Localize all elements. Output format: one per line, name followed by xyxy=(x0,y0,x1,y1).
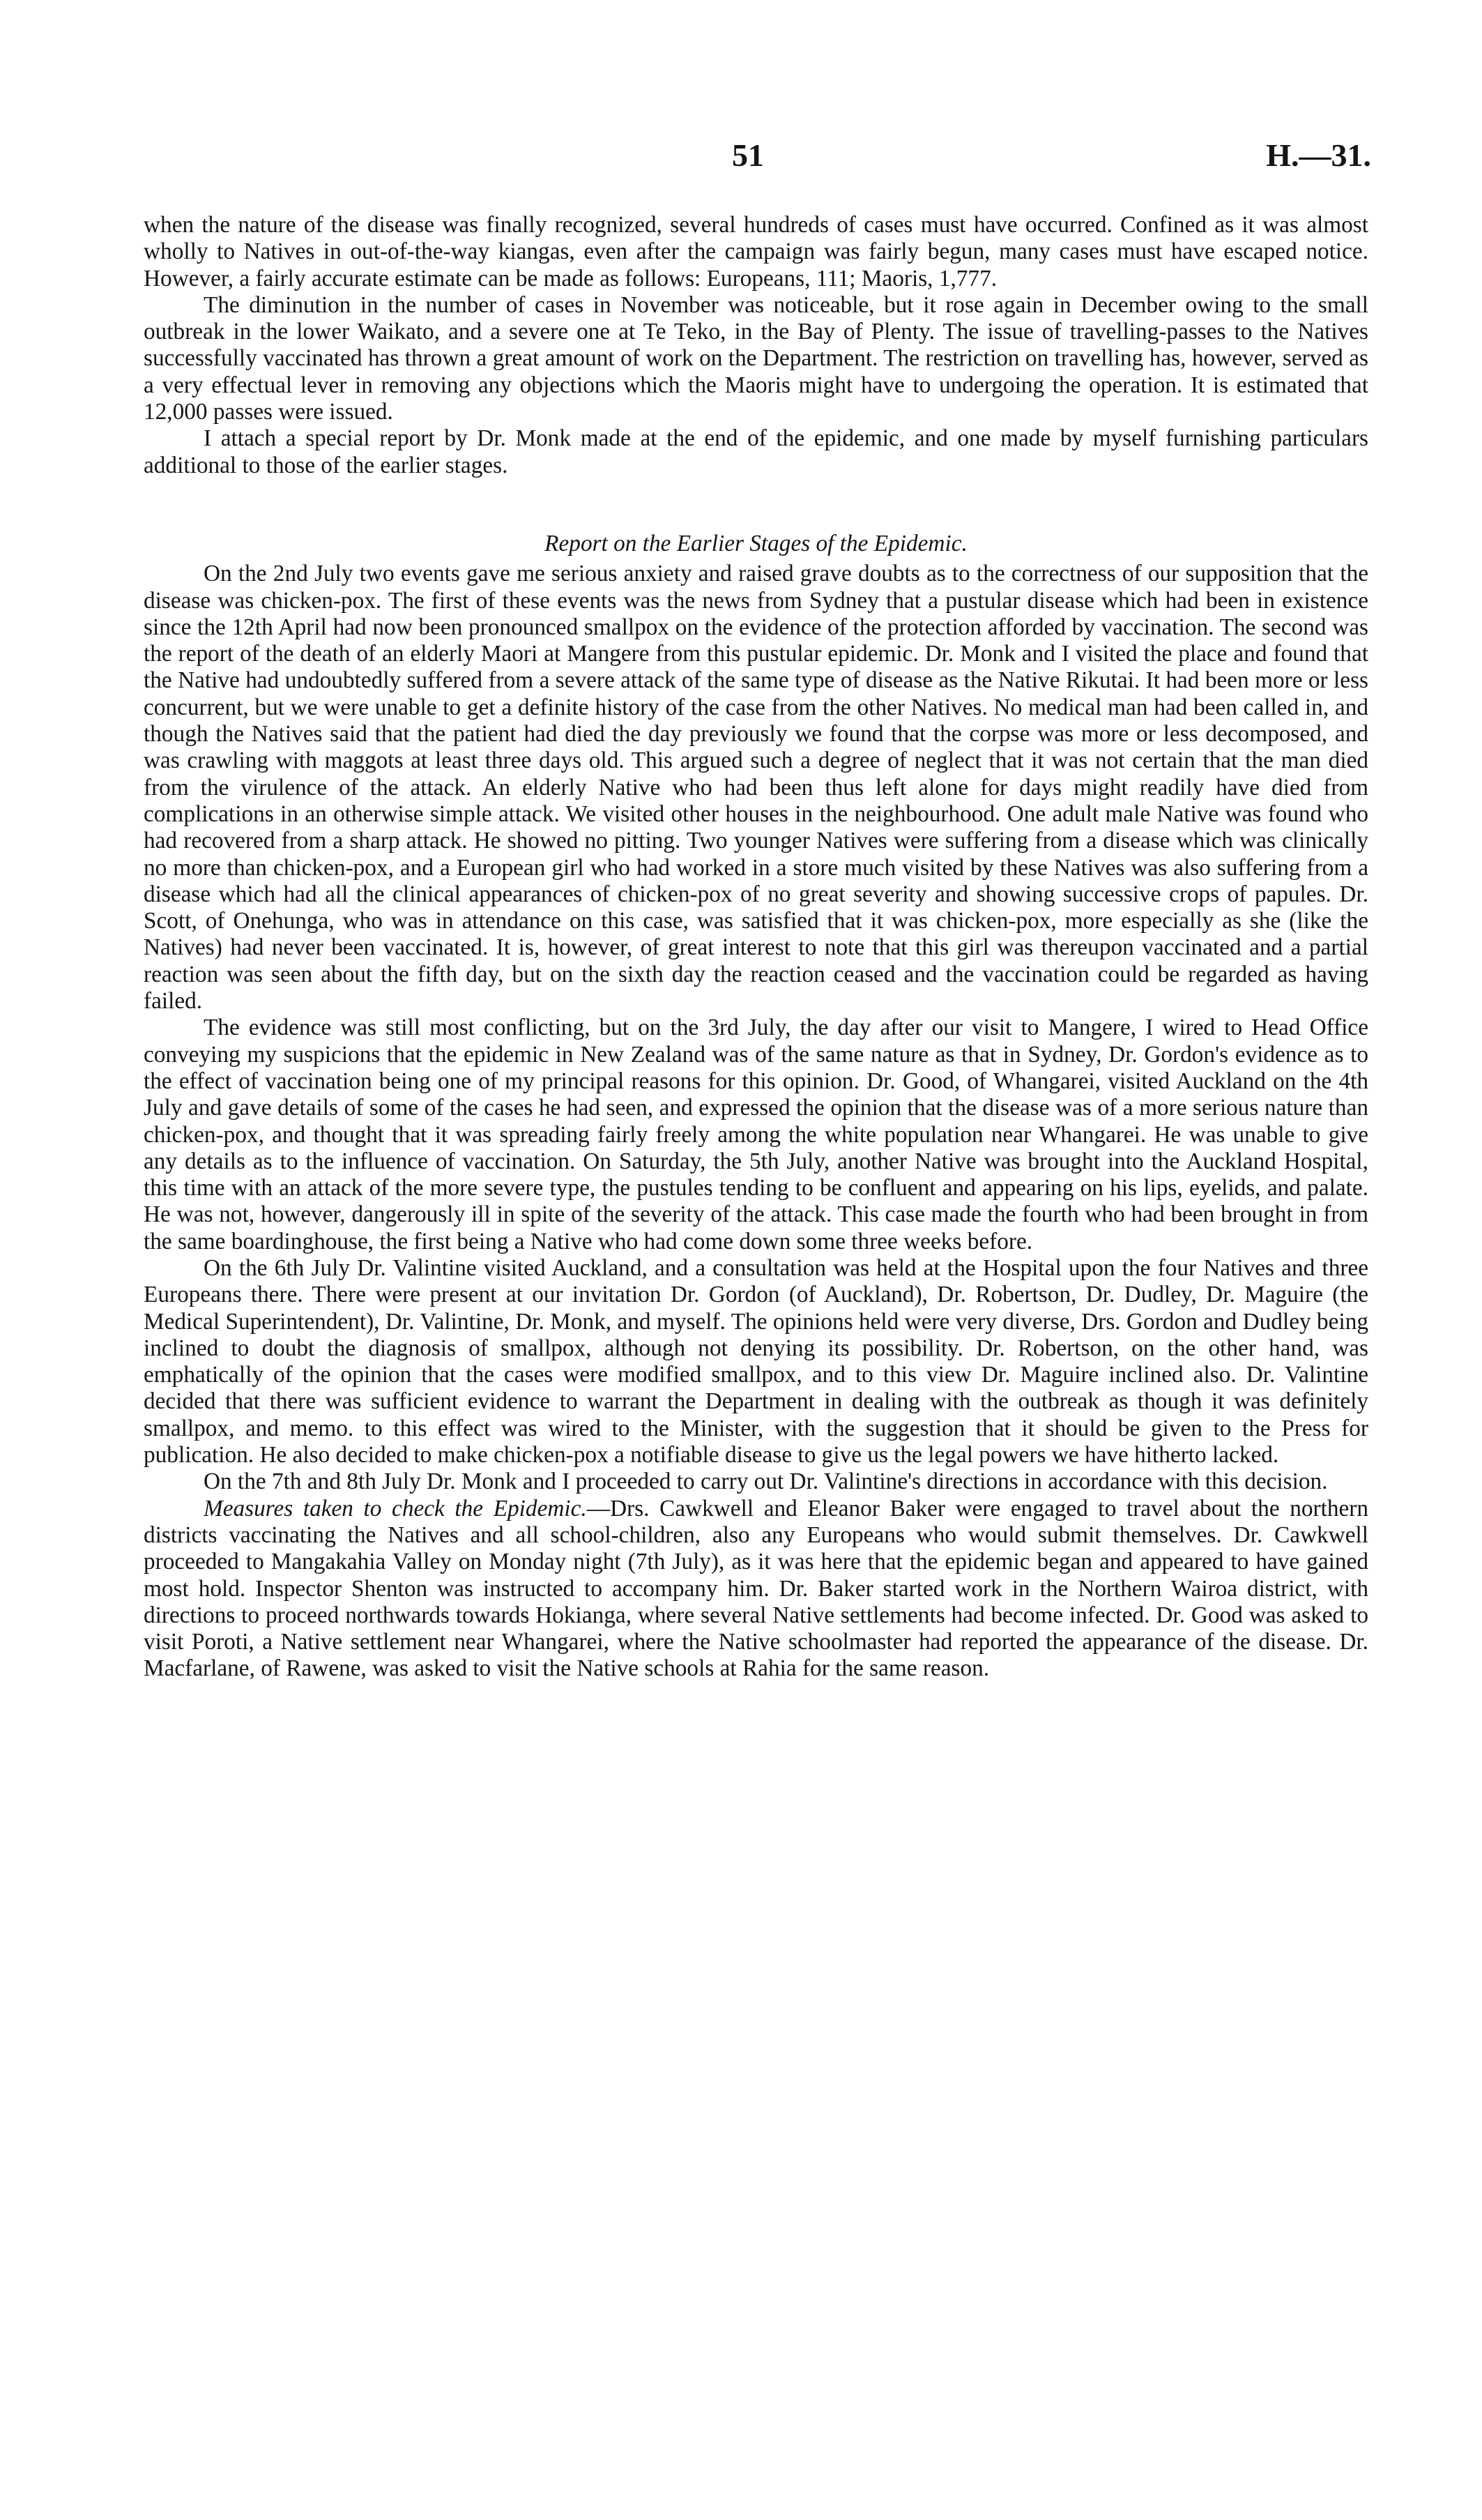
paragraph-3rd-july: The evidence was still most conflicting, but on the 3rd July, the day after our visit to Mangere, I wired to Head Office conveying my suspicions that the epidemic in New Zealand was of the same nature as that in Sydney, Dr. Gordon's evidence as to the effect of vaccination being one of my principal reasons for this opinion. Dr. Good, of Whangarei, visited Auckland on the 4th July and gave details of some of the cases he had seen, and expressed the opinion that the disease was of a more serious nature than chicken-pox, and thought that it was spreading fairly freely among the white population near Whangarei. He was unable to give any details as to the influence of vaccination. On Saturday, the 5th July, another Native was brought into the Auckland Hospital, this time with an attack of the more severe type, the pustules tending to be confluent and appearing on his lips, eyelids, and palate. He was not, however, dangerously ill in spite of the severity of the attack. This case made the fourth who had been brought in from the same boardinghouse, the first being a Native who had come down some three weeks before. xyxy=(144,1015,1368,1254)
body-text xyxy=(144,212,1368,1683)
paragraph-6th-july: On the 6th July Dr. Valintine visited Auckland, and a consultation was held at the Hospital upon the four Natives and three Europeans there. There were present at our invitation Dr. Gordon (of Auckland), Dr. Robertson, Dr. Dudley, Dr. Maguire (the Medical Superintendent), Dr. Valintine, Dr. Monk, and myself. The opinions held were very diverse, Drs. Gordon and Dudley being inclined to doubt the diagnosis of smallpox, although not denying its possibility. Dr. Robertson, on the other hand, was emphatically of the opinion that the cases were modified smallpox, and to this view Dr. Maguire inclined also. Dr. Valintine decided that there was sufficient evidence to warrant the Department in dealing with the outbreak as though it was definitely smallpox, and memo. to this effect was wired to the Minister, with the suggestion that it should be given to the Press for publication. He also decided to make chicken-pox a notifiable disease to give us the legal powers we have hitherto lacked. xyxy=(144,1254,1368,1468)
paragraph-measures xyxy=(144,1496,1368,1683)
measures-heading: Measures taken to check the Epidemic. xyxy=(204,1495,587,1521)
measures-text: —Drs. Cawkwell and Eleanor Baker were engaged to travel about the northern districts vaccinating the Natives and all school-children, also any Europeans who would submit themselves. Dr. Cawkwell proceeded to Mangakahia Valley on Monday night (7th July), as it was here that the epidemic began and appeared to have gained most hold. Inspector Shenton was instructed to accompany him. Dr. Baker started work in the Northern Wairoa district, with directions to proceed northwards towards Hokianga, where several Native settlements had become infected. Dr. Good was asked to visit Poroti, a Native settlement near Whangarei, where the Native schoolmaster had reported the appearance of the disease. Dr. Macfarlane, of Rawene, was asked to visit the Native schools at Rahia for the same reason. xyxy=(144,1495,1368,1682)
paragraph-7th-8th-july: On the 7th and 8th July Dr. Monk and I proceeded to carry out Dr. Valintine's directions in accordance with this decision. xyxy=(204,1468,1328,1495)
paragraph-2nd-july: On the 2nd July two events gave me serious anxiety and raised grave doubts as to the correctness of our supposition that the disease was chicken-pox. The first of these events was the news from Sydney that a pustular disease which had been in existence since the 12th April had now been pronounced smallpox on the evidence of the protection afforded by vaccination. The second was the report of the death of an elderly Maori at Mangere from this pustular epidemic. Dr. Monk and I visited the place and found that the Native had undoubtedly suffered from a severe attack of the same type of disease as the Native Rikutai. It had been more or less concurrent, but we were unable to get a definite history of the case from the other Natives. No medical man had been called in, and though the Natives said that the patient had died the day previously we found that the corpse was more or less decomposed, and was crawling with maggots at least three days old. This argued such a degree of neglect that it was not certain that the man died from the virulence of the attack. An elderly Native who had been thus left alone for days might readily have died from complications in an otherwise simple attack. We visited other houses in the neighbourhood. One adult male Native was found who had recovered from a sharp attack. He showed no pitting. Two younger Natives were suffering from a disease which was clinically no more than chicken-pox, and a European girl who had worked in a store much visited by these Natives was also suffering from a disease which had all the clinical appearances of chicken-pox of no great severity and showing successive crops of papules. Dr. Scott, of Onehunga, who was in attendance on this case, was satisfied that it was chicken-pox, more especially as she (like the Natives) had never been vaccinated. It is, however, of great interest to note that this girl was thereupon vaccinated and a partial reaction was seen about the fifth day, but on the sixth day the reaction ceased and the vaccination could be regarded as having failed. xyxy=(144,561,1368,1015)
paragraph-continuation: when the nature of the disease was finally recognized, several hundreds of cases must have occurred. Confined as it was almost wholly to Natives in out-of-the-way kiangas, even after the campaign was fairly begun, many cases must have escaped notice. However, a fairly accurate estimate can be made as follows: Europeans, 111; Maoris, 1,777. xyxy=(144,212,1368,291)
paragraph-november-cases: The diminution in the number of cases in November was noticeable, but it rose again in December owing to the small outbreak in the lower Waikato, and a severe one at Te Teko, in the Bay of Plenty. The issue of travelling-passes to the Natives successfully vaccinated has thrown a great amount of work on the Department. The restriction on travelling has, however, served as a very effectual lever in removing any objections which the Maoris might have to undergoing the operation. It is estimated that 12,000 passes were issued. xyxy=(144,291,1368,425)
page-header xyxy=(0,137,1482,179)
paragraph-attached-report: I attach a special report by Dr. Monk made at the end of the epidemic, and one made by myself furnishing particulars additional to those of the earlier stages. xyxy=(144,425,1368,478)
page-number: 51 xyxy=(732,137,764,173)
document-reference: H.—31. xyxy=(1266,137,1371,173)
section-title: Report on the Earlier Stages of the Epidemic. xyxy=(544,530,968,556)
